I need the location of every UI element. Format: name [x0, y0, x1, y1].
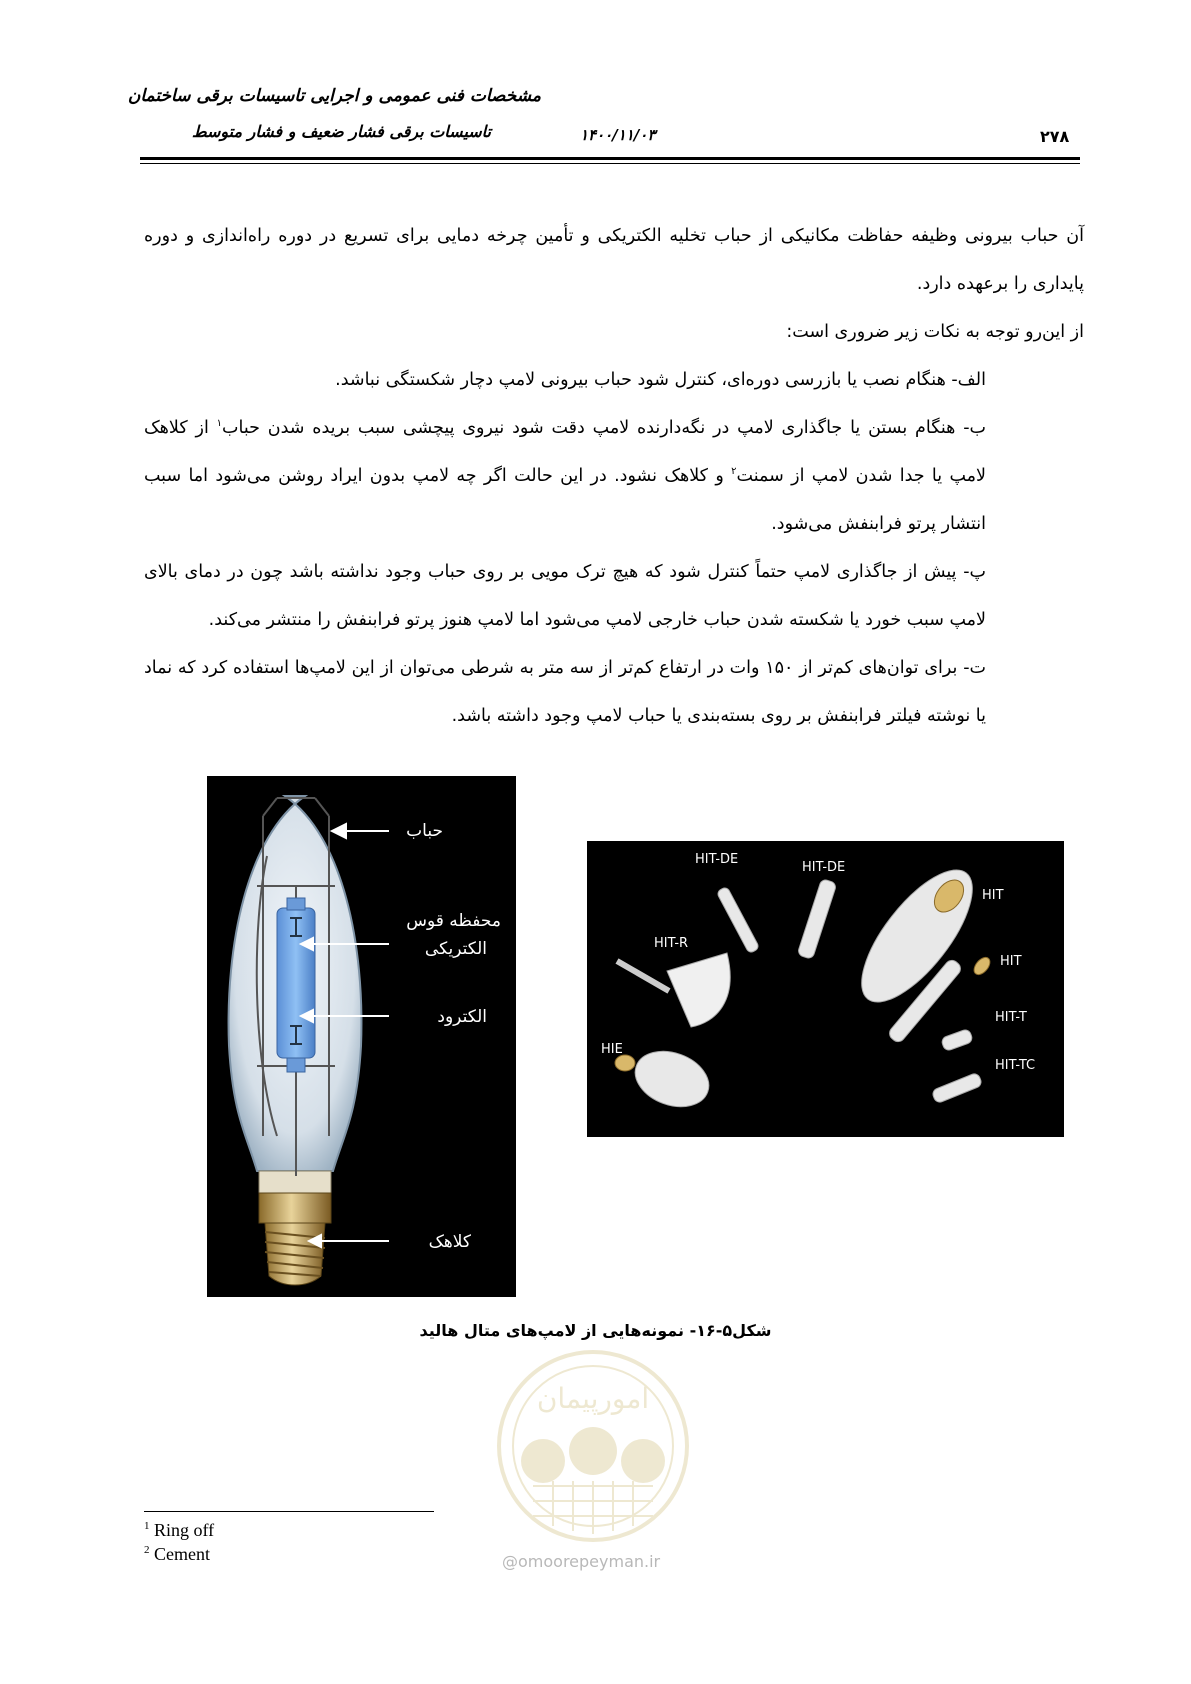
- page-number: ۲۷۸: [1040, 127, 1070, 146]
- lamp-hie: [627, 1042, 716, 1117]
- list-item-pe: پ- پیش از جاگذاری لامپ حتماً کنترل شود که هیچ ترک مویی بر روی حباب وجود نداشته باشد چون در دمای بالای لامپ سبب خورد یا شکسته شدن حباب خارجی لامپ می‌شود اما لامپ هنوز پرتو فرابنفش را منتشر می‌کند.: [144, 562, 986, 630]
- header-subtitle: تاسیسات برقی فشار ضعیف و فشار متوسط: [191, 122, 491, 141]
- footnote-rule: [144, 1511, 434, 1512]
- header-rule-thin: [140, 163, 1080, 164]
- label-hie: HIE: [601, 1042, 623, 1057]
- body-text: [144, 212, 1084, 740]
- label-arc-tube-1: محفظه قوس: [406, 911, 501, 931]
- lamp-hit-de-2: [797, 878, 837, 959]
- list-item-be-text-2: از کلاهک لامپ یا جدا شدن لامپ از سمنت: [144, 418, 986, 486]
- lamp-hit-de-1: [716, 886, 759, 953]
- list-item-alef: الف- هنگام نصب یا بازرسی دوره‌ای، کنترل شود حباب بیرونی لامپ دچار شکستگی نباشد.: [335, 370, 986, 390]
- footnote-ref-2: ۲: [731, 466, 737, 478]
- paragraph-bulb-function: آن حباب بیرونی وظیفه حفاظت مکانیکی از حباب تخلیه الکتریکی و تأمین چرخه دمایی برای تسریع در دوره راه‌اندازی و دوره پایداری را برعهده دارد.: [144, 226, 1084, 294]
- label-hit-1: HIT: [982, 888, 1004, 903]
- lamp-cap: [259, 1193, 331, 1223]
- lamp-hit-large: [843, 853, 992, 1018]
- footnote-2-text: Cement: [154, 1544, 210, 1564]
- watermark-logo: [488, 1346, 698, 1550]
- header-rule-thick: [140, 157, 1080, 160]
- footnote-1-number: 1: [144, 1520, 150, 1532]
- list-item-be-text-3: و کلاهک نشود. در این حالت اگر چه لامپ بدون ایراد روشن می‌شود اما سبب انتشار پرتو فرابنفش می‌شود.: [144, 466, 986, 534]
- header-date: ۱۴۰۰/۱۱/۰۳: [580, 126, 656, 144]
- lamp-cutaway-figure: [207, 776, 516, 1297]
- header-title: مشخصات فنی عمومی و اجرایی تاسیسات برقی ساختمان: [127, 86, 541, 106]
- lamp-hit-tc: [931, 1072, 983, 1104]
- footnote-1-text: Ring off: [154, 1520, 215, 1540]
- svg-text:امورپیمان: امورپیمان: [536, 1382, 650, 1415]
- lamp-types-figure: [587, 841, 1064, 1137]
- watermark-url: @omoorepeyman.ir: [502, 1552, 661, 1571]
- lamp-hit-t: [941, 1028, 974, 1051]
- lamp-hit-r: [667, 953, 730, 1027]
- footnote-ref-1: ۱: [216, 418, 223, 430]
- paragraph-notes-intro: از این‌رو توجه به نکات زیر ضروری است:: [786, 322, 1084, 342]
- label-hit-tc: HIT-TC: [995, 1058, 1036, 1073]
- list-item-be-text: ب- هنگام بستن یا جاگذاری لامپ در نگه‌دارنده لامپ دقت شود نیروی پیچشی سبب بریده شدن حباب: [222, 418, 986, 438]
- label-hit-de-1: HIT-DE: [695, 852, 739, 867]
- list-item-te: ت- برای توان‌های کم‌تر از ۱۵۰ وات در ارتفاع کم‌تر از سه متر به شرطی می‌توان از این لامپ‌ها استفاده کرد که نماد یا نوشته فیلتر فرابنفش بر روی بسته‌بندی یا حباب لامپ وجود داشته باشد.: [144, 658, 987, 726]
- label-hit-t: HIT-T: [995, 1010, 1027, 1025]
- footnote-2-number: 2: [144, 1544, 150, 1556]
- footnote-1: [144, 1520, 214, 1541]
- footnote-2: [144, 1544, 210, 1565]
- label-electrode: الکترود: [437, 1007, 487, 1027]
- label-cap: کلاهک: [428, 1232, 471, 1252]
- label-bulb: حباب: [406, 821, 443, 841]
- list-item-be: [144, 404, 1084, 548]
- figure-caption: شکل۵-۱۶- نمونه‌هایی از لامپ‌های متال هالید: [419, 1321, 772, 1340]
- label-arc-tube-2: الکتریکی: [424, 939, 487, 959]
- label-hit-de-2: HIT-DE: [802, 860, 846, 875]
- label-hit-2: HIT: [1000, 954, 1022, 969]
- label-hit-r: HIT-R: [654, 936, 689, 951]
